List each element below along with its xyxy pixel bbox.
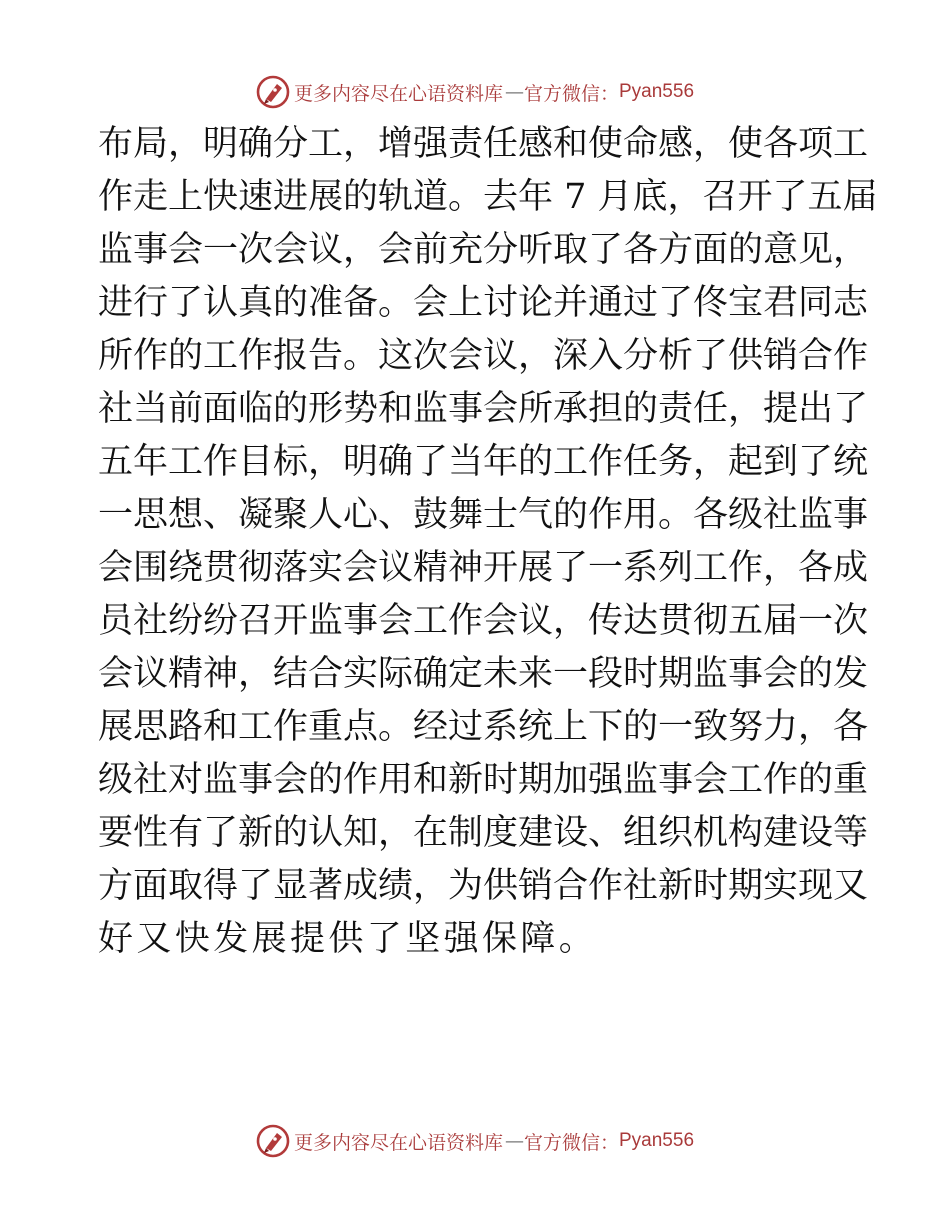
watermark-wechat-label: 官方微信：: [523, 1131, 619, 1154]
footer-watermark: [0, 1121, 950, 1161]
body-line: 会议精神，结合实际确定未来一段时期监事会的发: [98, 654, 869, 694]
body-line: 级社对监事会的作用和新时期加强监事会工作的重: [98, 760, 869, 800]
body-line: 进行了认真的准备。会上讨论并通过了佟宝君同志: [98, 283, 869, 323]
body-line: 五年工作目标，明确了当年的工作任务，起到了统: [98, 442, 869, 482]
body-line: 社当前面临的形势和监事会所承担的责任，提出了: [98, 389, 869, 429]
body-line: 所作的工作报告。这次会议，深入分析了供销合作: [98, 336, 869, 376]
watermark-separator: —: [504, 1130, 522, 1152]
body-line: 展思路和工作重点。经过系统上下的一致努力，各: [98, 707, 869, 747]
watermark-wechat-id: Pyan556: [619, 81, 695, 102]
watermark-separator: —: [504, 81, 522, 103]
body-line: 方面取得了显著成绩，为供销合作社新时期实现又: [98, 866, 869, 906]
header-watermark: [0, 72, 950, 112]
body-line: 要性有了新的认知，在制度建设、组织机构建设等: [98, 813, 869, 853]
watermark-wechat-label: 官方微信：: [523, 82, 619, 105]
pen-nib-logo-icon: [256, 75, 290, 109]
watermark-site-text: 更多内容尽在心语资料库: [293, 82, 503, 105]
body-line: 布局，明确分工，增强责任感和使命感，使各项工: [98, 124, 869, 164]
body-line: 会围绕贯彻落实会议精神开展了一系列工作，各成: [98, 548, 869, 588]
body-line: 作走上快速进展的轨道。去年 7 月底，召开了五届: [98, 177, 878, 217]
watermark-wechat-id: Pyan556: [619, 1130, 695, 1151]
body-line: 一思想、凝聚人心、鼓舞士气的作用。各级社监事: [98, 495, 869, 535]
body-line: 监事会一次会议，会前充分听取了各方面的意见，: [98, 230, 869, 270]
body-line: 员社纷纷召开监事会工作会议，传达贯彻五届一次: [98, 601, 869, 641]
body-line: 好又快发展提供了坚强保障。: [98, 919, 598, 959]
document-body: [98, 118, 878, 966]
pen-nib-logo-icon: [256, 1124, 290, 1158]
watermark-site-text: 更多内容尽在心语资料库: [293, 1131, 503, 1154]
